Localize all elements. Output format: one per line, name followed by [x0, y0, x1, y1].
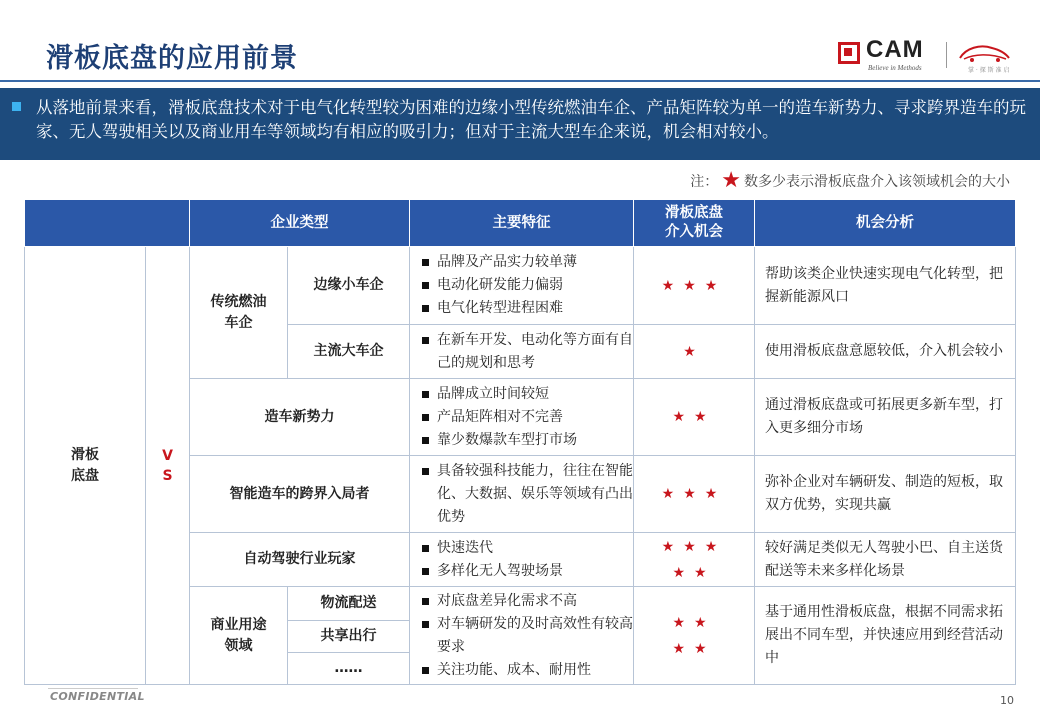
opportunity-stars: ★★ [634, 379, 755, 456]
header-blank [25, 200, 190, 247]
company-subtype: …… [288, 653, 410, 685]
left-label-line1: 滑板 [71, 446, 99, 463]
logo-subtext: 掌 · 探 斯 准 启 [968, 67, 1010, 74]
stars-line: ★★ [672, 564, 716, 581]
opportunity-stars [634, 533, 755, 587]
feature-item: 快速迭代 [421, 537, 633, 560]
title-divider [0, 80, 1040, 82]
header-opportunity [634, 200, 755, 247]
vs-s: S [162, 467, 173, 484]
analysis-cell: 通过滑板底盘或可拓展更多新车型，打入更多细分市场 [755, 379, 1016, 456]
group-traditional-line2: 车企 [224, 314, 253, 331]
features-cell [410, 379, 634, 456]
features-cell [410, 325, 634, 379]
company-type: 边缘小车企 [288, 247, 410, 325]
vs-v: V [162, 447, 173, 464]
feature-item: 靠少数爆款车型打市场 [421, 429, 633, 452]
opportunity-stars: ★ [634, 325, 755, 379]
summary-banner [0, 88, 1040, 160]
group-commercial-line2: 领域 [224, 637, 253, 654]
header-analysis: 机会分析 [755, 200, 1016, 247]
note-prefix: 注： [690, 174, 719, 190]
group-commercial [190, 587, 288, 685]
analysis-cell: 帮助该类企业快速实现电气化转型，把握新能源风口 [755, 247, 1016, 325]
stars-line: ★★ [672, 614, 716, 631]
logo-tagline: Believe in Methods [868, 64, 922, 72]
analysis-cell: 基于通用性滑板底盘，根据不同需求拓展出不同车型，并快速应用到经营活动中 [755, 587, 1016, 685]
company-subtype: 物流配送 [288, 587, 410, 621]
group-traditional [190, 247, 288, 379]
star-icon: ★ [721, 168, 741, 193]
stars-line: ★★★ [661, 538, 727, 555]
feature-item: 对底盘差异化需求不高 [421, 590, 633, 613]
feature-item: 多样化无人驾驶场景 [421, 560, 633, 583]
group-traditional-line1: 传统燃油 [210, 293, 267, 310]
feature-item: 品牌及产品实力较单薄 [421, 251, 633, 274]
feature-item: 电动化研发能力偏弱 [421, 274, 633, 297]
feature-item: 对车辆研发的及时高效性有较高要求 [421, 613, 633, 659]
summary-text: 从落地前景来看，滑板底盘技术对于电气化转型较为困难的边缘小型传统燃油车企、产品矩阵较为单一的造车新势力、寻求跨界造车的玩家、无人驾驶相关以及商业用车等领域均有相应的吸引力；但对于主流大型车企来说，机会相对较小。 [36, 98, 1026, 141]
page-number: 10 [1000, 694, 1014, 707]
cam-logo-mark-icon [838, 42, 860, 64]
group-commercial-line1: 商业用途 [210, 616, 267, 633]
vs-cell [146, 247, 190, 685]
table-row [25, 247, 1016, 325]
skateboard-chassis-cell [25, 247, 146, 685]
header-opportunity-line2: 介入机会 [665, 224, 723, 240]
footer-divider [48, 688, 138, 689]
page-title: 滑板底盘的应用前景 [46, 43, 298, 74]
company-type: 主流大车企 [288, 325, 410, 379]
stars-line: ★★ [672, 640, 716, 657]
company-type: 智能造车的跨界入局者 [190, 456, 410, 533]
opportunity-table [24, 199, 1016, 685]
feature-item: 电气化转型进程困难 [421, 297, 633, 320]
opportunity-stars: ★★★ [634, 247, 755, 325]
note-text: 数多少表示滑板底盘介入该领域机会的大小 [744, 174, 1010, 190]
feature-item: 在新车开发、电动化等方面有自己的规划和思考 [421, 329, 633, 375]
left-label-line2: 底盘 [71, 467, 99, 484]
features-cell [410, 587, 634, 685]
header-opportunity-line1: 滑板底盘 [665, 205, 723, 221]
feature-item: 关注功能、成本、耐用性 [421, 659, 633, 682]
opportunity-stars [634, 587, 755, 685]
car-logo-icon [956, 42, 1012, 64]
opportunity-stars: ★★★ [634, 456, 755, 533]
feature-item: 品牌成立时间较短 [421, 383, 633, 406]
analysis-cell: 弥补企业对车辆研发、制造的短板，取双方优势，实现共赢 [755, 456, 1016, 533]
company-type: 造车新势力 [190, 379, 410, 456]
company-subtype: 共享出行 [288, 621, 410, 653]
feature-item: 产品矩阵相对不完善 [421, 406, 633, 429]
square-bullet-icon [12, 102, 21, 111]
analysis-cell: 使用滑板底盘意愿较低，介入机会较小 [755, 325, 1016, 379]
company-logo [838, 38, 1018, 74]
features-cell [410, 247, 634, 325]
company-type: 自动驾驶行业玩家 [190, 533, 410, 587]
features-cell [410, 533, 634, 587]
legend-note [690, 168, 1010, 193]
logo-divider [946, 42, 947, 68]
confidential-label: CONFIDENTIAL [50, 690, 145, 703]
analysis-cell: 较好满足类似无人驾驶小巴、自主送货配送等未来多样化场景 [755, 533, 1016, 587]
header-company-type: 企业类型 [190, 200, 410, 247]
features-cell [410, 456, 634, 533]
cam-logo-text: CAM [866, 36, 924, 63]
header-features: 主要特征 [410, 200, 634, 247]
feature-item: 具备较强科技能力，往往在智能化、大数据、娱乐等领域有凸出优势 [421, 460, 633, 529]
